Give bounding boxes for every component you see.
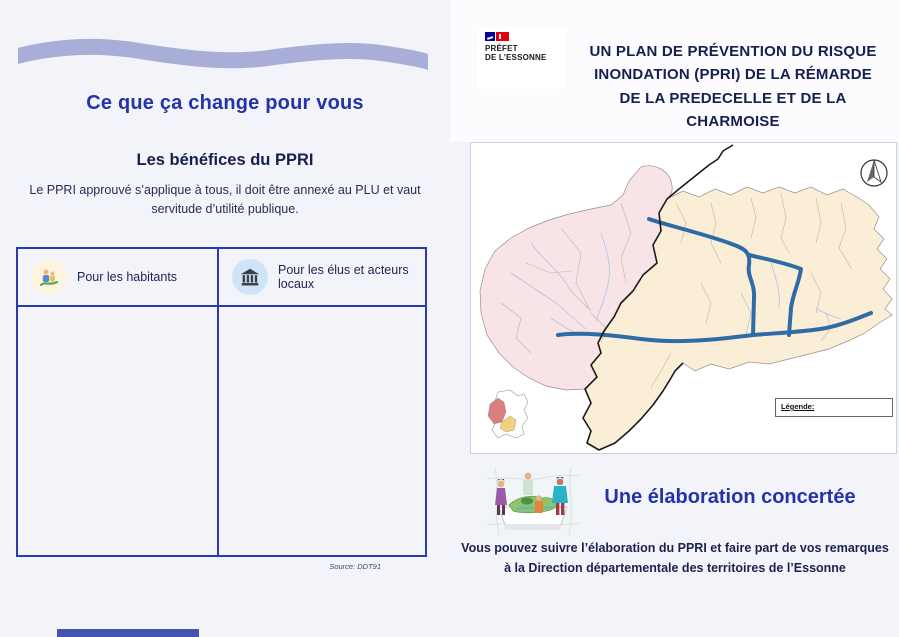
wave-decoration <box>18 38 428 72</box>
legend-title: Légende: <box>781 402 815 411</box>
bottom-wave-bar <box>57 629 199 637</box>
map-panel <box>470 142 897 454</box>
prefecture-logo <box>478 27 566 89</box>
table-header-elus <box>217 249 425 307</box>
inset-region-map <box>488 390 528 438</box>
family-icon <box>31 259 67 295</box>
document-title-line: DE LA PREDECELLE ET DE LA CHARMOISE <box>619 89 847 130</box>
page-title: Ce que ça change pour vous <box>86 92 364 114</box>
table-header-habitants <box>18 249 217 307</box>
benefits-heading: Les bénéfices du PPRI <box>136 151 314 169</box>
logo-name-line1: PRÉFET <box>485 44 518 53</box>
benefits-table <box>16 247 427 557</box>
concertation-illustration <box>487 467 579 535</box>
habitants-benefits-cell <box>18 307 217 555</box>
intro-paragraph: Le PPRI approuvé s’applique à tous, il doit être annexé au PLU et vaut servitude d’utilité publique. <box>29 183 421 216</box>
table-header-label: Pour les habitants <box>77 270 178 284</box>
document-title-line: INONDATION (PPRI) DE LA RÉMARDE <box>594 66 872 84</box>
flag-blue-block <box>485 32 495 41</box>
table-header-label: Pour les élus et acteurs locaux <box>278 263 409 291</box>
concertation-text: Vous pouvez suivre l’élaboration du PPRI et faire part de vos remarques à la Direction départementale des territoires de l’Essonne <box>461 541 889 575</box>
logo-name-line2: DE L’ESSONNE <box>485 53 547 63</box>
concertation-title: Une élaboration concertée <box>604 486 856 508</box>
north-arrow-icon <box>861 160 887 186</box>
map-legend <box>775 398 893 417</box>
french-flag-icon <box>485 32 559 41</box>
elus-benefits-cell <box>217 307 425 555</box>
document-title <box>572 40 894 133</box>
document-title-line: UN PLAN DE PRÉVENTION DU RISQUE <box>589 43 877 60</box>
government-building-icon <box>232 259 268 295</box>
source-note: Source: DDT91 <box>329 562 381 571</box>
flag-red-block <box>496 32 509 41</box>
